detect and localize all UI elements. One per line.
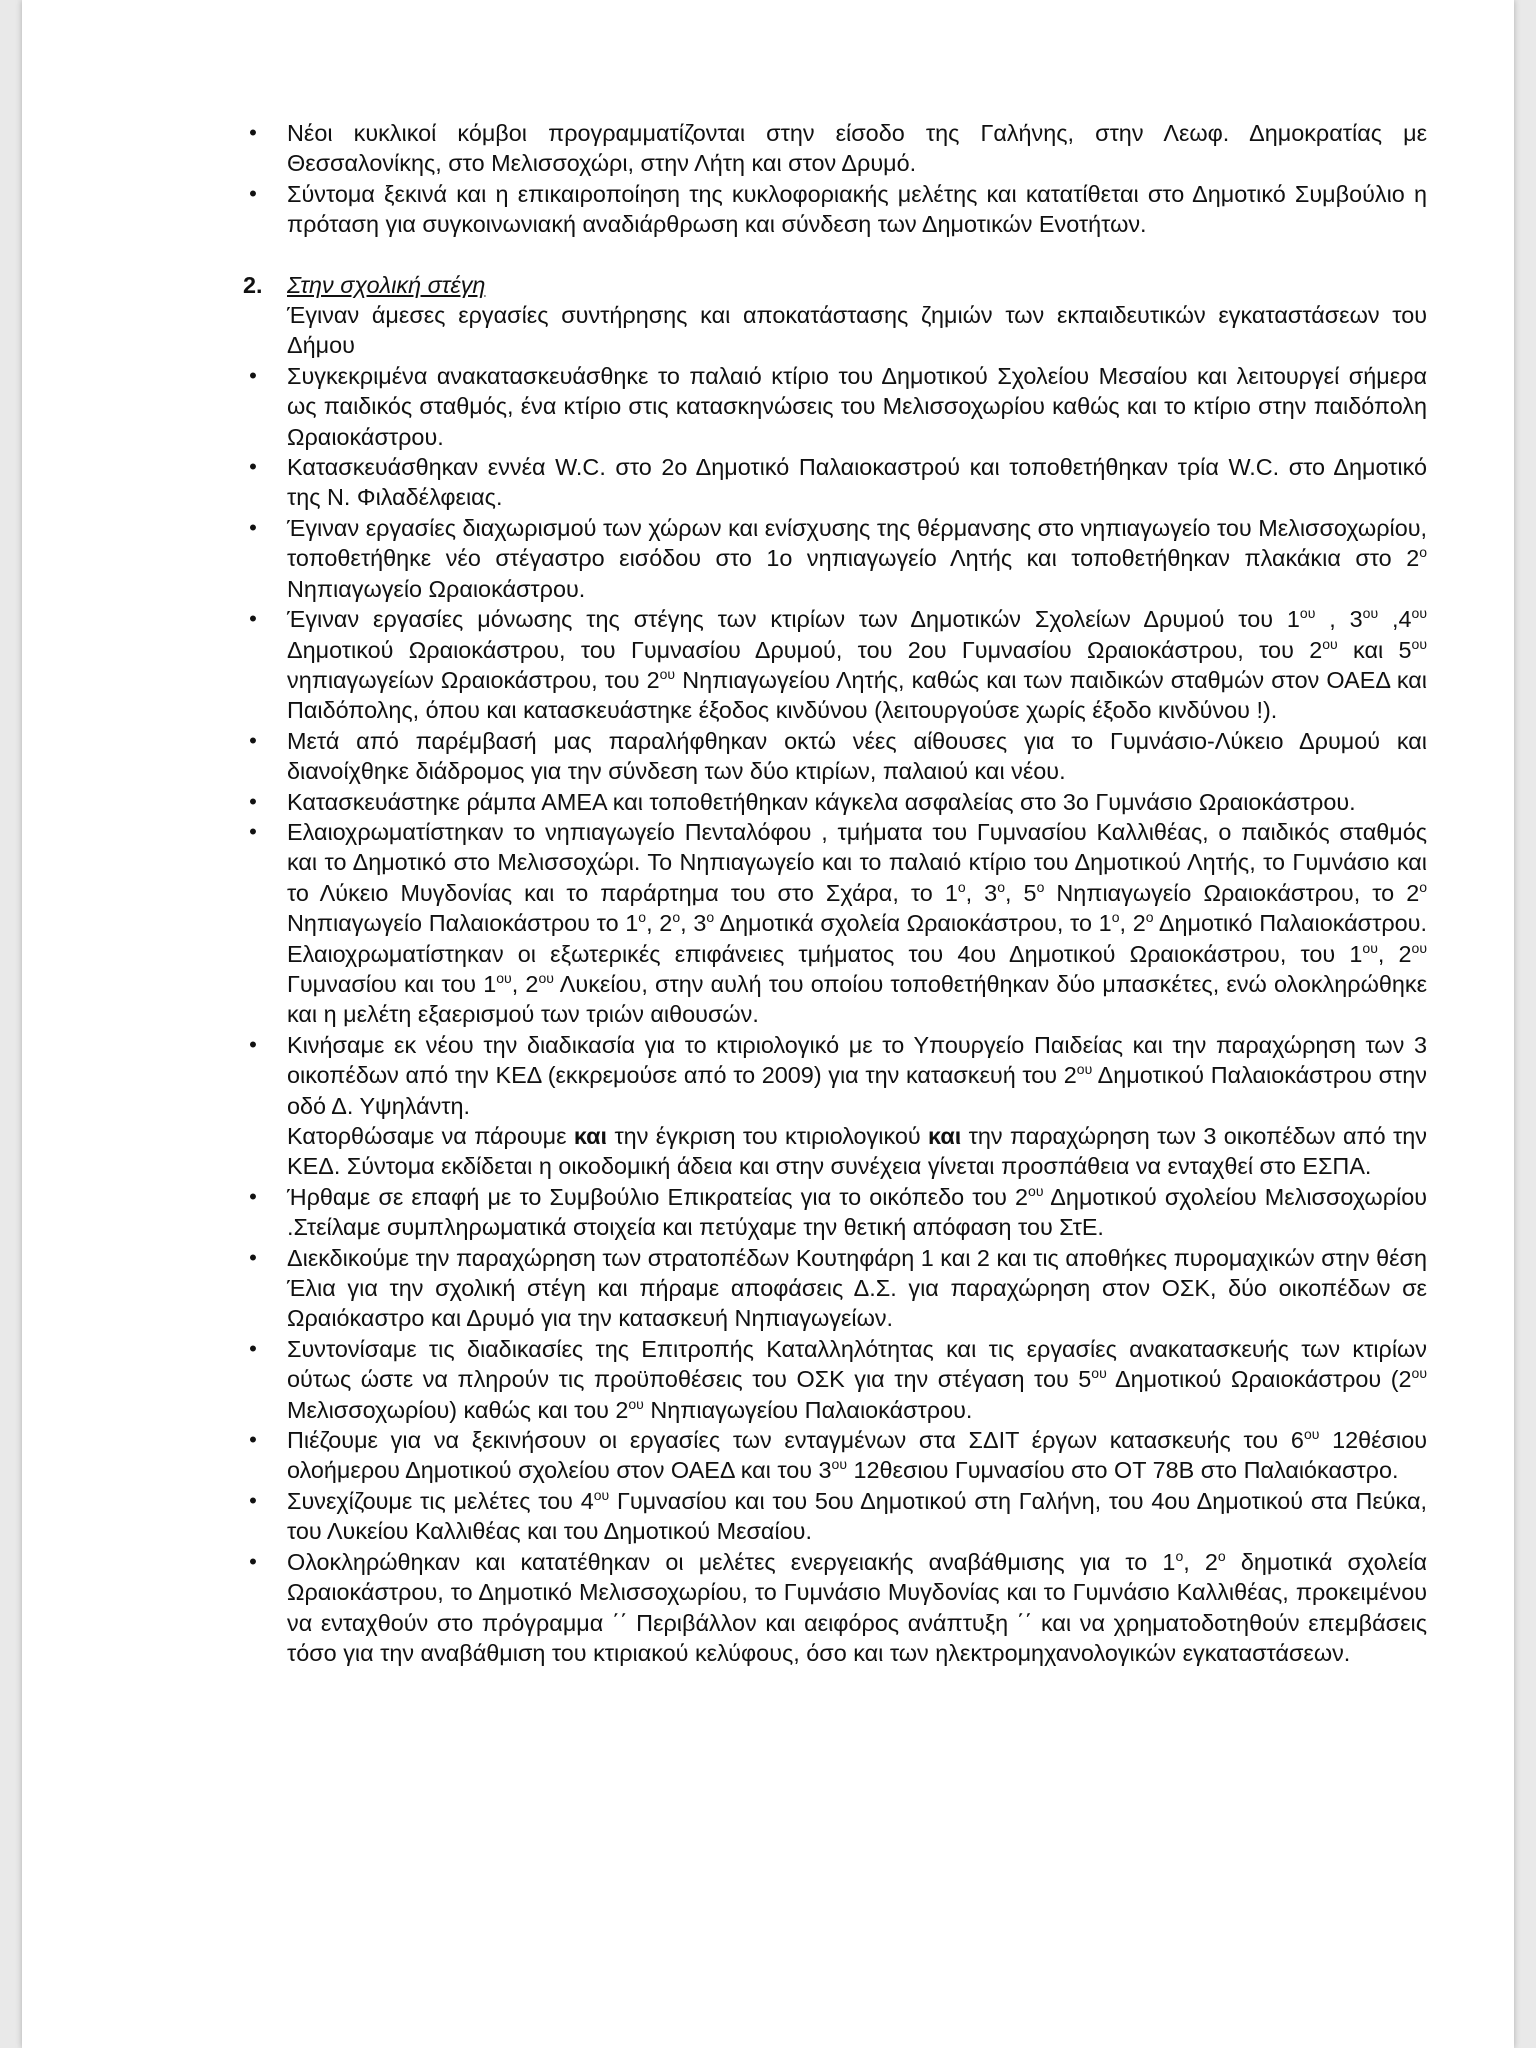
- ordinal-superscript: ου: [496, 969, 512, 986]
- bullet-text: Ολοκληρώθηκαν και κατατέθηκαν οι μελέτες ενεργειακής αναβάθμισης για το $1^o$, $2^o$ δημοτικά σχολεία Ωραιοκάστρου, το Δημοτικό Μελισσοχωρίου, το Γυμνάσιο Μυγδονίας και το Γυμνάσιο Καλλιθέας, προκειμένου να ενταχθούν στο πρόγραμμα ΄΄ Περιβάλλον και αειφόρος ανάπτυξη ΄΄ και να χρηματοδοτηθούν επεμβάσεις τόσο για την αναβάθμιση του κτιριακού κελύφους, όσο και των ηλεκτρομηχανολογικών εγκαταστάσεων.: [287, 1547, 1427, 1666]
- bullet-text: Έγιναν εργασίες διαχωρισμού των χώρων και ενίσχυσης της θέρμανσης στο νηπιαγωγείο του Μελισσοχωρίου, τοποθετήθηκε νέο στέγαστρο εισόδου στο 1ο νηπιαγωγείο Λητής και τοποθετήθηκαν πλακάκια στο $2^o$ Νηπιαγωγείο Ωραιοκάστρου.: [287, 514, 1427, 602]
- bullet-icon: •: [249, 362, 257, 388]
- section-number: 2.: [243, 271, 263, 298]
- bullet-icon: •: [249, 1031, 257, 1057]
- section-bullet-item: [243, 1486, 1427, 1547]
- ordinal-superscript: ο: [1419, 544, 1427, 561]
- ordinal-superscript: ου: [538, 969, 554, 986]
- bullet-icon: •: [249, 1335, 257, 1361]
- section-intro-paragraph: Έγιναν άμεσες εργασίες συντήρησης και αποκατάστασης ζημιών των εκπαιδευτικών εγκαταστάσεων του Δήμου: [287, 302, 1427, 359]
- ordinal-superscript: ου: [1299, 605, 1316, 622]
- ordinal-superscript: ου: [1411, 635, 1427, 652]
- ordinal-superscript: ου: [831, 1456, 847, 1473]
- bullet-icon: •: [249, 818, 257, 844]
- bullet-text: Συγκεκριμένα ανακατασκευάσθηκε το παλαιό κτίριο του Δημοτικού Σχολείου Μεσαίου και λειτουργεί σήμερα ως παιδικός σταθμός, ένα κτίριο στις κατασκηνώσεις του Μελισσοχωρίου καθώς και το κτίριο στην παιδόπολη Ωραιοκάστρου.: [287, 362, 1427, 450]
- ordinal-superscript: ου: [1411, 939, 1427, 956]
- bullet-text: Συνεχίζουμε τις μελέτες του $4^{o\upsilon}$ Γυμνασίου και του 5ου Δημοτικού στη Γαλήνη, του 4ου Δημοτικού στα Πεύκα, του Λυκείου Καλλιθέας και του Δημοτικού Μεσαίου.: [287, 1486, 1427, 1545]
- document-page: [22, 0, 1514, 2048]
- section-bullet-item: [243, 1182, 1427, 1243]
- bullet-icon: •: [249, 1244, 257, 1270]
- section-bullet-item: [243, 604, 1427, 726]
- ordinal-superscript: ο: [957, 878, 966, 895]
- ordinal-superscript: ο: [1145, 909, 1154, 926]
- section-bullet-item: [243, 1334, 1427, 1425]
- intro-bullet-list: [243, 118, 1427, 240]
- ordinal-superscript: ο: [706, 909, 715, 926]
- bullet-icon: •: [249, 606, 257, 632]
- intro-bullet-item: [243, 179, 1427, 240]
- ordinal-superscript: ου: [1303, 1426, 1320, 1443]
- section-bullet-item: [243, 1243, 1427, 1334]
- section-heading: [243, 270, 1427, 300]
- bullet-text: Ήρθαμε σε επαφή με το Συμβούλιο Επικρατείας για το οικόπεδο του $2^{o\upsilon}$ Δημοτικού σχολείου Μελισσοχωρίου .Στείλαμε συμπληρωματικά στοιχεία και πετύχαμε την θετική απόφαση του ΣτΕ.: [287, 1182, 1427, 1241]
- ordinal-superscript: ου: [1411, 1365, 1427, 1382]
- bullet-icon: •: [249, 788, 257, 814]
- bullet-icon: •: [249, 1487, 257, 1513]
- bullet-icon: •: [249, 120, 257, 145]
- bullet-icon: •: [249, 1183, 257, 1209]
- bullet-text: Κατασκευάστηκε ράμπα ΑΜΕΑ και τοποθετήθηκαν κάγκελα ασφαλείας στο 3ο Γυμνάσιο Ωραιοκάστρου.: [287, 788, 1356, 815]
- ordinal-superscript: ου: [593, 1486, 610, 1503]
- bullet-text: Νέοι κυκλικοί κόμβοι προγραμματίζονται στην είσοδο της Γαλήνης, στην Λεωφ. Δημοκρατίας με Θεσσαλονίκης, στο Μελισσοχώρι, στην Λήτη και στον Δρυμό.: [287, 120, 1427, 177]
- ordinal-superscript: ου: [659, 665, 676, 682]
- bullet-icon: •: [249, 1548, 257, 1574]
- ordinal-superscript: ου: [1322, 635, 1338, 652]
- section-bullet-item: [243, 1030, 1427, 1182]
- ordinal-superscript: ου: [1028, 1182, 1044, 1199]
- section-bullet-item: [243, 513, 1427, 604]
- section-bullet-list: [243, 361, 1427, 1668]
- section-bullet-item: [243, 817, 1427, 1030]
- ordinal-superscript: ου: [1362, 605, 1379, 622]
- section-bullet-item: [243, 452, 1427, 513]
- section-gap: [243, 240, 1427, 270]
- ordinal-superscript: ου: [1411, 605, 1427, 622]
- bullet-text: Πιέζουμε για να ξεκινήσουν οι εργασίες των ενταγμένων στα ΣΔΙΤ έργων κατασκευής του $6^{o\upsilon}$ 12θέσιου ολοήμερου Δημοτικού σχολείου στον ΟΑΕΔ και του $3^{o\upsilon}$ 12θεσιου Γυμνασίου στο ΟΤ 78Β στο Παλαιόκαστρο.: [287, 1426, 1427, 1484]
- section-title: Στην σχολική στέγη: [287, 271, 486, 298]
- section-bullet-item: [243, 361, 1427, 452]
- section-bullet-item: [243, 726, 1427, 787]
- bullet-text: Διεκδικούμε την παραχώρηση των στρατοπέδων Κουτηφάρη 1 και 2 και τις αποθήκες πυρομαχικών στην θέση Έλια για την σχολική στέγη και πήραμε αποφάσεις Δ.Σ. για παραχώρηση στον ΟΣΚ, δύο οικοπέδων σε Ωραιόκαστρο και Δρυμό για την κατασκευή Νηπιαγωγείων.: [287, 1244, 1427, 1332]
- ordinal-superscript: ο: [1217, 1547, 1226, 1564]
- bullet-icon: •: [249, 1427, 257, 1453]
- ordinal-superscript: ο: [1111, 909, 1120, 926]
- ordinal-superscript: ου: [1362, 939, 1378, 956]
- bullet-icon: •: [249, 180, 257, 206]
- bullet-text: Κινήσαμε εκ νέου την διαδικασία για το κτιριολογικό με το Υπουργείο Παιδείας και την παραχώρηση των 3 οικοπέδων από την ΚΕΔ (εκκρεμούσε από το 2009) για την κατασκευή του $2^{o\upsilon}$ Δημοτικού Παλαιοκάστρου στην οδό Δ. Υψηλάντη. Κατορθώσαμε να πάρουμε και την έγκριση του κτιριολογικού και την παραχώρηση των 3 οικοπέδων από την ΚΕΔ. Σύντομα εκδίδεται η οικοδομική άδεια και στην συνέχεια γίνεται προσπάθεια να ενταχθεί στο ΕΣΠΑ.: [287, 1031, 1427, 1180]
- bullet-text: Συντονίσαμε τις διαδικασίες της Επιτροπής Καταλληλότητας και τις εργασίες ανακατασκευής των κτιρίων ούτως ώστε να πληρούν τις προϋποθέσεις του ΟΣΚ για την στέγαση του $5^{o\upsilon}$ Δημοτικού Ωραιοκάστρου ($2^{o\upsilon}$ Μελισσοχωρίου) καθώς και του $2^{o\upsilon}$ Νηπιαγωγείου Παλαιοκάστρου.: [287, 1335, 1427, 1423]
- intro-bullet-item: [243, 118, 1427, 179]
- bullet-text: Έγιναν εργασίες μόνωσης της στέγης των κτιρίων των Δημοτικών Σχολείων Δρυμού του $1^{o\upsilon}$ , $3^{o\upsilon}$ $,4^{o\upsilon}$ Δημοτικού Ωραιοκάστρου, του Γυμνασίου Δρυμού, του 2ου Γυμνασίου Ωραιοκάστρου, του $2^{o\upsilon}$ και $5^{o\upsilon}$ νηπιαγωγείων Ωραιοκάστρου, του $2^{o\upsilon}$ Νηπιαγωγείου Λητής, καθώς και των παιδικών σταθμών στον ΟΑΕΔ και Παιδόπολης, όπου και κατασκευάστηκε έξοδος κινδύνου (λειτουργούσε χωρίς έξοδο κινδύνου !).: [287, 605, 1427, 724]
- ordinal-superscript: ου: [1091, 1365, 1107, 1382]
- ordinal-superscript: ο: [672, 909, 681, 926]
- section-bullet-item: [243, 787, 1427, 817]
- bold-text: και: [928, 1123, 962, 1149]
- bullet-text: Μετά από παρέμβασή μας παραλήφθηκαν οκτώ νέες αίθουσες για το Γυμνάσιο-Λύκειο Δρυμού και διανοίχθηκε διάδρομος για την σύνδεση των δύο κτιρίων, παλαιού και νέου.: [287, 727, 1427, 785]
- ordinal-superscript: ο: [997, 878, 1005, 895]
- bullet-text: Σύντομα ξεκινά και η επικαιροποίηση της κυκλοφοριακής μελέτης και κατατίθεται στο Δημοτικό Συμβούλιο η πρόταση για συγκοινωνιακή αναδιάρθρωση και σύνδεση των Δημοτικών Ενοτήτων.: [287, 180, 1427, 238]
- ordinal-superscript: ο: [1175, 1547, 1184, 1564]
- bullet-icon: •: [249, 514, 257, 540]
- section-bullet-item: [243, 1547, 1427, 1669]
- ordinal-superscript: ο: [1419, 878, 1428, 895]
- ordinal-superscript: ο: [1036, 878, 1045, 895]
- ordinal-superscript: ου: [1076, 1061, 1093, 1078]
- ordinal-superscript: ο: [638, 909, 647, 926]
- section-bullet-item: [243, 1425, 1427, 1486]
- ordinal-superscript: ου: [628, 1395, 644, 1412]
- bold-text: και: [573, 1123, 608, 1149]
- document-body: [243, 118, 1427, 1668]
- bullet-icon: •: [249, 454, 257, 480]
- bullet-text: Ελαιοχρωματίστηκαν το νηπιαγωγείο Πενταλόφου , τμήματα του Γυμνασίου Καλλιθέας, ο παιδικός σταθμός και το Δημοτικό στο Μελισσοχώρι. Το Νηπιαγωγείο και το παλαιό κτίριο του Δημοτικού Λητής, το Γυμνάσιο και το Λύκειο Μυγδονίας και το παράρτημα του στο Σχάρα, το $1^o$, $3^o$, $5^o$ Νηπιαγωγείο Ωραιοκάστρου, το $2^o$ Νηπιαγωγείο Παλαιοκάστρου το $1^o$, $2^o$, $3^o$ Δημοτικά σχολεία Ωραιοκάστρου, το $1^o$, $2^o$ Δημοτικό Παλαιοκάστρου. Ελαιοχρωματίστηκαν οι εξωτερικές επιφάνειες τμήματος του 4ου Δημοτικού Ωραιοκάστρου, του $1^{o\upsilon}$, $2^{o\upsilon}$ Γυμνασίου και του $1^{o\upsilon}$, $2^{o\upsilon}$ Λυκείου, στην αυλή του οποίου τοποθετήθηκαν δύο μπασκέτες, ενώ ολοκληρώθηκε και η μελέτη εξαερισμού των τριών αιθουσών.: [287, 818, 1428, 1028]
- bullet-text: Κατασκευάσθηκαν εννέα W.C. στο 2ο Δημοτικό Παλαιοκαστρού και τοποθετήθηκαν τρία W.C. στο Δημοτικό της Ν. Φιλαδέλφειας.: [287, 454, 1427, 511]
- bullet-icon: •: [249, 727, 257, 753]
